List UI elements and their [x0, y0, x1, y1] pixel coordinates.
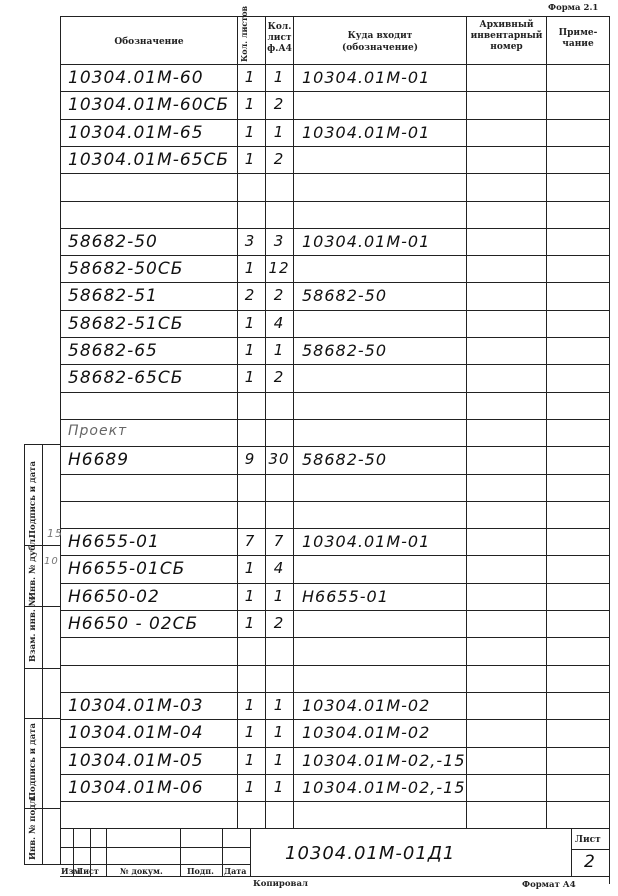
- row-kol-listov: 1: [244, 150, 256, 168]
- header-prim: [547, 28, 609, 50]
- row-kuda: 58682-50: [302, 450, 388, 469]
- row-divider: [60, 528, 610, 529]
- side-div-5: [24, 718, 61, 719]
- row-oboz: Проект: [68, 423, 128, 439]
- header-arch-1: Архивный: [479, 20, 534, 30]
- row-kol-a4: 1: [273, 587, 285, 605]
- form-label: Форма 2.1: [548, 3, 599, 13]
- row-divider: [60, 610, 610, 611]
- margin-mark-1: 15: [47, 527, 63, 540]
- row-kuda: 10304.01М-01: [302, 232, 431, 251]
- row-oboz: Н6655-01СБ: [68, 559, 186, 579]
- row-oboz: Н6689: [68, 450, 130, 470]
- header-kuda-1: Куда входит: [347, 31, 413, 41]
- row-oboz: Н6650-02: [68, 587, 160, 607]
- row-kol-a4: 1: [273, 751, 285, 769]
- row-oboz: 58682-65: [68, 341, 158, 361]
- col-line-3: [293, 16, 294, 828]
- row-divider: [60, 419, 610, 420]
- row-kol-listov: 9: [244, 450, 256, 468]
- row-kol-listov: 3: [244, 232, 256, 250]
- header-oboz: Обозначение: [114, 37, 184, 47]
- side-inv-podl: Инв. № подл.: [28, 795, 38, 860]
- row-oboz: 58682-50: [68, 232, 158, 252]
- header-arch-3: номер: [490, 42, 523, 52]
- row-divider: [60, 173, 610, 174]
- row-kol-listov: 1: [244, 68, 256, 86]
- row-kol-listov: 1: [244, 778, 256, 796]
- row-kol-listov: 1: [244, 314, 256, 332]
- margin-mark-2: 10: [44, 556, 59, 567]
- row-kol-listov: 1: [244, 95, 256, 113]
- row-kol-a4: 1: [273, 778, 285, 796]
- row-divider: [60, 146, 610, 147]
- row-kol-a4: 1: [273, 68, 285, 86]
- row-oboz: 58682-51СБ: [68, 314, 184, 334]
- row-kol-a4: 2: [273, 286, 285, 304]
- row-oboz: 10304.01М-60СБ: [68, 95, 230, 115]
- footer-kopiroval: Копировал: [253, 879, 308, 889]
- row-kuda: 58682-50: [302, 341, 388, 360]
- row-divider: [60, 364, 610, 365]
- header-kol-listov: Кол. листов: [239, 5, 249, 62]
- row-divider: [60, 474, 610, 475]
- row-kol-listov: 1: [244, 559, 256, 577]
- row-kol-listov: 1: [244, 751, 256, 769]
- row-divider: [60, 774, 610, 775]
- footer-format: Формат А4: [522, 880, 576, 890]
- row-kuda: 58682-50: [302, 286, 388, 305]
- row-kol-listov: 1: [244, 587, 256, 605]
- row-oboz: 58682-50СБ: [68, 259, 184, 279]
- row-divider: [60, 692, 610, 693]
- stamp-list-label: Лист: [575, 835, 601, 845]
- side-div-1: [24, 444, 61, 445]
- side-div-4: [24, 668, 61, 669]
- stamp-col-izm: Изм: [61, 866, 81, 876]
- row-oboz: 58682-65СБ: [68, 368, 184, 388]
- row-divider: [60, 282, 610, 283]
- col-line-4: [466, 16, 467, 828]
- row-divider: [60, 555, 610, 556]
- header-prim-2: чание: [562, 39, 594, 49]
- row-kol-listov: 1: [244, 723, 256, 741]
- header-kuda: [295, 30, 465, 54]
- row-kol-a4: 4: [273, 559, 285, 577]
- stamp-col-4: [180, 828, 181, 876]
- header-bottom: [60, 64, 610, 65]
- frame-top: [60, 16, 610, 17]
- row-oboz: 10304.01М-60: [68, 68, 204, 88]
- row-kol-a4: 7: [273, 532, 285, 550]
- side-podpis-top: Подпись и дата: [28, 460, 38, 538]
- stamp-list-value: 2: [584, 852, 596, 872]
- row-kuda: 10304.01М-01: [302, 68, 431, 87]
- row-kol-listov: 1: [244, 696, 256, 714]
- row-oboz: 58682-51: [68, 286, 158, 306]
- row-kuda: 10304.01М-02: [302, 723, 431, 742]
- row-divider: [60, 310, 610, 311]
- row-kuda: 10304.01М-01: [302, 123, 431, 142]
- row-kol-a4: 3: [273, 232, 285, 250]
- row-divider: [60, 255, 610, 256]
- row-kol-a4: 2: [273, 95, 285, 113]
- row-kol-a4: 2: [273, 150, 285, 168]
- row-divider: [60, 446, 610, 447]
- row-divider: [60, 719, 610, 720]
- side-inv-dubl: Инв. № дубл.: [28, 535, 38, 600]
- row-kol-a4: 1: [273, 123, 285, 141]
- row-kol-a4: 12: [268, 259, 290, 277]
- row-kol-a4: 1: [273, 696, 285, 714]
- header-prim-1: Приме-: [558, 28, 598, 38]
- row-kol-listov: 1: [244, 614, 256, 632]
- row-kol-listov: 1: [244, 123, 256, 141]
- row-kol-listov: 1: [244, 368, 256, 386]
- row-kuda: 10304.01М-02: [302, 696, 431, 715]
- row-kuda: Н6655-01: [302, 587, 389, 606]
- row-oboz: 10304.01М-65СБ: [68, 150, 230, 170]
- row-oboz: Н6650 - 02СБ: [68, 614, 199, 634]
- stamp-col-doc: № докум.: [120, 866, 163, 876]
- stamp-list-div: [571, 849, 610, 850]
- stamp-bottom: [60, 876, 610, 877]
- row-oboz: 10304.01М-65: [68, 123, 204, 143]
- side-strip-left: [24, 444, 25, 864]
- header-kol-list-1: Кол.: [267, 22, 292, 32]
- row-divider: [60, 91, 610, 92]
- row-kol-a4: 2: [273, 368, 285, 386]
- row-divider: [60, 119, 610, 120]
- header-arch-2: инвентарный: [470, 31, 543, 41]
- side-strip-mid: [42, 444, 43, 864]
- stamp-col-podp: Подп.: [187, 866, 214, 876]
- row-oboz: 10304.01М-03: [68, 696, 204, 716]
- row-kol-a4: 4: [273, 314, 285, 332]
- stamp-col-7: [571, 828, 572, 876]
- row-kuda: 10304.01М-02,-15: [302, 778, 466, 797]
- stamp-col-data: Дата: [224, 866, 247, 876]
- stamp-col-list: Лист: [76, 866, 99, 876]
- row-kol-listov: 1: [244, 341, 256, 359]
- side-vzam-inv: Взам. инв. №: [28, 596, 38, 662]
- header-kuda-2: (обозначение): [342, 43, 418, 53]
- row-divider: [60, 801, 610, 802]
- row-oboz: Н6655-01: [68, 532, 160, 552]
- stamp-col-5: [222, 828, 223, 876]
- row-kol-listov: 1: [244, 259, 256, 277]
- row-kuda: 10304.01М-02,-15: [302, 751, 466, 770]
- row-kol-a4: 2: [273, 614, 285, 632]
- row-kol-listov: 2: [244, 286, 256, 304]
- row-divider: [60, 228, 610, 229]
- row-divider: [60, 583, 610, 584]
- header-kol-list-2: лист: [267, 33, 292, 43]
- row-kol-a4: 1: [273, 341, 285, 359]
- stamp-designation: 10304.01М-01Д1: [285, 843, 456, 864]
- row-oboz: 10304.01М-06: [68, 778, 204, 798]
- row-oboz: 10304.01М-04: [68, 723, 204, 743]
- row-oboz: 10304.01М-05: [68, 751, 204, 771]
- row-divider: [60, 392, 610, 393]
- side-div-7: [24, 864, 61, 865]
- row-divider: [60, 337, 610, 338]
- frame-left: [60, 16, 61, 864]
- header-kol-list: [266, 22, 293, 55]
- col-line-2: [265, 16, 266, 828]
- stamp-col-3: [106, 828, 107, 876]
- row-kol-a4: 1: [273, 723, 285, 741]
- row-kol-listov: 7: [244, 532, 256, 550]
- row-divider: [60, 201, 610, 202]
- side-podpis-bottom: Подпись и дата: [28, 722, 38, 800]
- row-divider: [60, 501, 610, 502]
- row-kol-a4: 30: [268, 450, 290, 468]
- stamp-col-6: [250, 828, 251, 876]
- header-kol-list-3: ф.А4: [267, 44, 292, 54]
- col-line-5: [546, 16, 547, 828]
- row-divider: [60, 665, 610, 666]
- row-divider: [60, 747, 610, 748]
- row-divider: [60, 637, 610, 638]
- stamp-top: [60, 828, 610, 829]
- row-kuda: 10304.01М-01: [302, 532, 431, 551]
- header-arch: [467, 20, 546, 53]
